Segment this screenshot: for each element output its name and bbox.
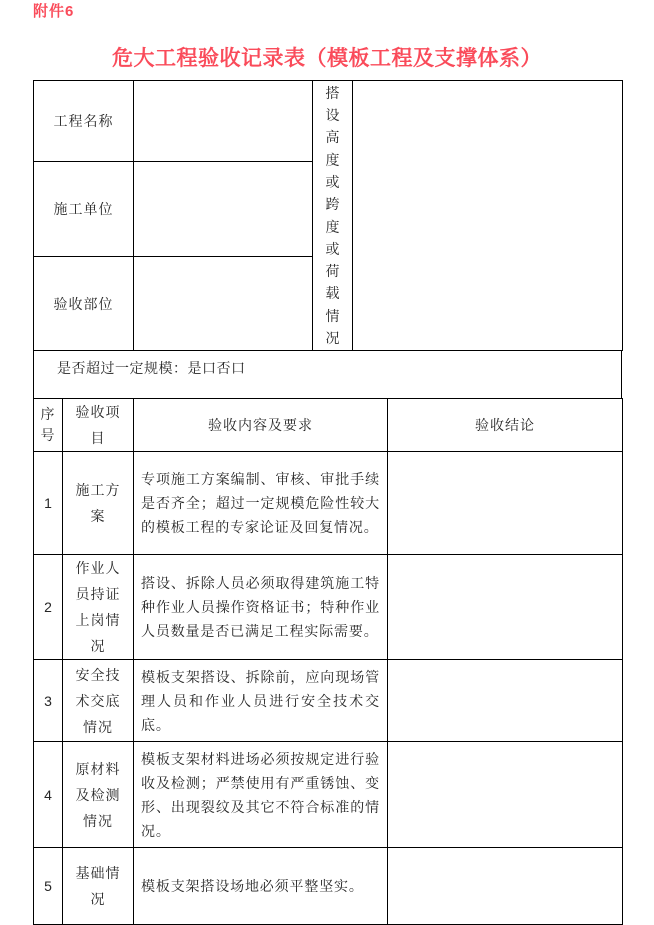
acceptance-part-label: 验收部位 xyxy=(34,257,134,351)
construction-unit-value-cell xyxy=(134,162,313,257)
header-no: 序号 xyxy=(34,399,63,452)
project-name-label: 工程名称 xyxy=(34,81,134,162)
acceptance-table xyxy=(33,398,623,925)
row-item: 原材料及检测情况 xyxy=(63,742,134,848)
table-row xyxy=(34,848,623,925)
row-item: 施工方案 xyxy=(63,452,134,555)
header-content: 验收内容及要求 xyxy=(134,399,388,452)
row-content: 模板支架搭设、拆除前，应向现场管理人员和作业人员进行安全技术交底。 xyxy=(134,660,388,742)
erection-height-label: 搭设高度或跨度或荷载情况 xyxy=(325,84,340,346)
page-title: 危大工程验收记录表（模板工程及支撑体系） xyxy=(112,47,542,70)
form-table xyxy=(33,80,622,925)
header-item: 验收项目 xyxy=(63,399,134,452)
row-item: 作业人员持证上岗情况 xyxy=(63,555,134,660)
scale-question-text: 是否超过一定规模：是口否口 xyxy=(57,360,246,376)
row-no: 5 xyxy=(34,848,63,925)
row-conclusion-cell xyxy=(388,660,623,742)
construction-unit-label: 施工单位 xyxy=(34,162,134,257)
row-content: 模板支架材料进场必须按规定进行验收及检测；严禁使用有严重锈蚀、变形、出现裂纹及其它不符合标准的情况。 xyxy=(134,742,388,848)
acceptance-part-value-cell xyxy=(134,257,313,351)
table-row xyxy=(34,452,623,555)
row-item: 安全技术交底情况 xyxy=(63,660,134,742)
row-content: 搭设、拆除人员必须取得建筑施工特种作业人员操作资格证书；特种作业人员数量是否已满足工程实际需要。 xyxy=(134,555,388,660)
row-no: 3 xyxy=(34,660,63,742)
row-conclusion-cell xyxy=(388,742,623,848)
row-no: 1 xyxy=(34,452,63,555)
scale-question-row xyxy=(33,350,622,399)
row-content: 专项施工方案编制、审核、审批手续是否齐全；超过一定规模危险性较大的模板工程的专家论证及回复情况。 xyxy=(134,452,388,555)
row-conclusion-cell xyxy=(388,452,623,555)
project-name-value-cell xyxy=(134,81,313,162)
table-row xyxy=(34,555,623,660)
row-item: 基础情况 xyxy=(63,848,134,925)
header-conclusion: 验收结论 xyxy=(388,399,623,452)
header-row xyxy=(34,399,623,452)
row-conclusion-cell xyxy=(388,555,623,660)
row-no: 2 xyxy=(34,555,63,660)
row-no: 4 xyxy=(34,742,63,848)
table-row xyxy=(34,660,623,742)
erection-height-label-cell xyxy=(313,81,353,351)
row-conclusion-cell xyxy=(388,848,623,925)
info-table xyxy=(33,80,623,351)
attachment-label: 附件6 xyxy=(33,3,75,20)
table-row xyxy=(34,81,623,162)
table-row xyxy=(34,742,623,848)
erection-height-value-cell xyxy=(353,81,623,351)
row-content: 模板支架搭设场地必须平整坚实。 xyxy=(134,848,388,925)
